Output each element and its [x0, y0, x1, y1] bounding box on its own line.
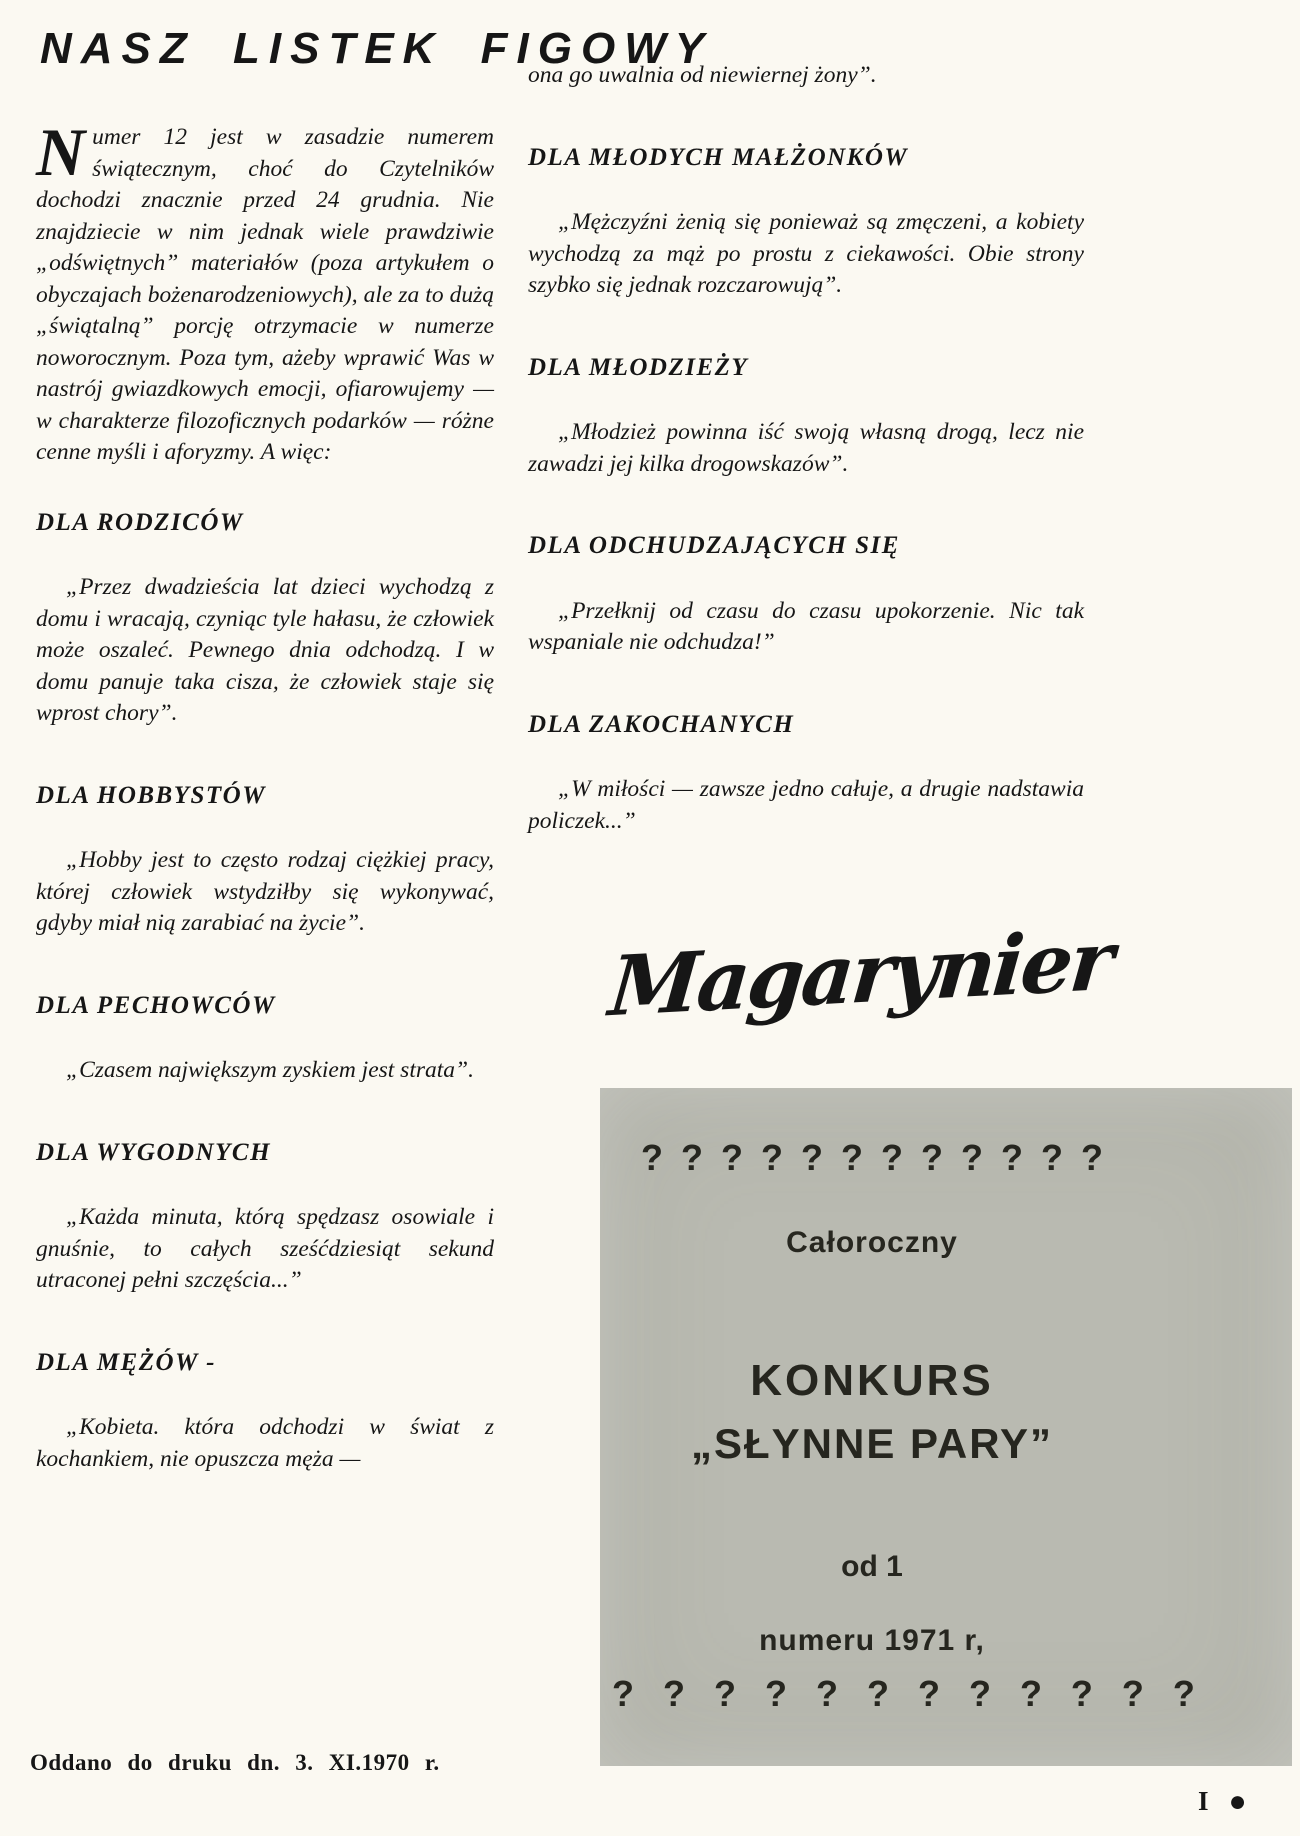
contest-title-line2: „SŁYNNE PARY” [690, 1420, 1054, 1467]
section-dla-mlodziezy [528, 352, 1084, 481]
page-title: NASZ LISTEK FIGOWY [40, 24, 714, 73]
section-heading: DLA ODCHUDZAJĄCYCH SIĘ [528, 532, 900, 559]
section-quote: „Kobieta. która odchodzi w świat z kochankiem, nie opuszcza męża — [36, 1414, 494, 1472]
contest-title-line1: KONKURS [750, 1356, 994, 1405]
contest-subline1: od 1 [841, 1550, 903, 1583]
section-heading: DLA PECHOWCÓW [36, 991, 276, 1019]
section-quote: „Mężczyźni żenią się ponieważ są zmęczeni, a kobiety wychodzą za mąż po prostu z ciekawości. Obie strony szybko się jednak rozczarowują”. [528, 209, 1084, 298]
contest-box [600, 1088, 1292, 1766]
section-heading: DLA MĘŻÓW - [36, 1348, 216, 1376]
contest-box-content [612, 1088, 1195, 1714]
section-quote: „Przez dwadzieścia lat dzieci wychodzą z domu i wracają, czyniąc tyle hałasu, że człowiek może oszaleć. Pewnego dnia odchodzą. I w domu panuje taka cisza, że człowiek staje się wprost chory”. [36, 574, 494, 726]
intro-text: umer 12 jest w zasadzie numerem świątecznym, choć do Czytelników dochodzi znacznie przed 24 grudnia. Nie znajdziecie w nim jednak wiele prawdziwie „odświętnych” materiałów (poza artykułem o obyczajach bożenarodzeniowych), ale za to dużą „świątalną” porcję otrzymacie w numerze noworocznym. Poza tym, ażeby wprawić Was w nastrój gwiazdkowych emocji, ofiarowujemy — w charakterze filozoficznych podarków — różne cenne myśli i aforyzmy. A więc: [36, 124, 494, 465]
question-marks-row-bottom: ? ? ? ? ? ? ? ? ? ? ? ? [612, 1673, 1195, 1714]
drop-cap: N [36, 114, 86, 190]
section-heading: DLA HOBBYSTÓW [36, 781, 266, 809]
section-quote: „Młodzież powinna iść swoją własną drogą, lecz nie zawadzi jej kilka drogowskazów”. [528, 419, 1084, 477]
intro-paragraph [36, 114, 494, 469]
continuation-text: ona go uwalnia od niewiernej żony”. [528, 62, 877, 88]
section-quote: „Hobby jest to często rodzaj ciężkiej pracy, której człowiek wstydziłby się wykonywać, gdyby miał nią zarabiać na życie”. [36, 847, 494, 936]
page-marker [1198, 1786, 1247, 1817]
section-heading: DLA WYGODNYCH [36, 1138, 272, 1166]
section-heading: DLA RODZICÓW [36, 508, 244, 536]
contest-subline2: numeru 1971 r, [759, 1624, 985, 1657]
section-dla-mlodych-malzonkow [528, 142, 1084, 302]
section-dla-pechowcow [36, 990, 494, 1087]
print-date-note: Oddano do druku dn. 3. XI.1970 r. [30, 1750, 440, 1775]
section-dla-zakochanych [528, 709, 1084, 838]
section-quote: „Czasem największym zyskiem jest strata”. [66, 1057, 474, 1083]
section-quote: „Przełknij od czasu do czasu upokorzenie. Nic tak wspaniale nie odchudza!” [528, 597, 1084, 655]
handwritten-signature: Magarynier [605, 912, 1115, 1036]
left-column [36, 114, 494, 1475]
section-quote: „W miłości — zawsze jedno całuje, a drugie nadstawia policzek...” [528, 776, 1084, 834]
section-dla-rodzicow [36, 507, 494, 730]
question-marks-row-top: ? ? ? ? ? ? ? ? ? ? ? ? [641, 1137, 1103, 1178]
page-number: I [1198, 1786, 1209, 1816]
section-heading: DLA ZAKOCHANYCH [528, 710, 795, 738]
page-dot: ● [1228, 1784, 1247, 1818]
section-dla-odchudzajacych [528, 530, 1084, 659]
section-heading: DLA MŁODZIEŻY [528, 353, 749, 381]
section-dla-hobbystow [36, 780, 494, 940]
section-dla-wygodnych [36, 1137, 494, 1297]
section-heading: DLA MŁODYCH MAŁŻONKÓW [528, 143, 909, 171]
right-column [528, 26, 1084, 837]
section-quote: „Każda minuta, którą spędzasz osowiale i gnuśnie, to całych sześćdziesiąt sekund utraconej pełni szczęścia...” [36, 1204, 494, 1293]
section-dla-mezow [36, 1347, 494, 1476]
contest-label: Całoroczny [786, 1226, 958, 1259]
